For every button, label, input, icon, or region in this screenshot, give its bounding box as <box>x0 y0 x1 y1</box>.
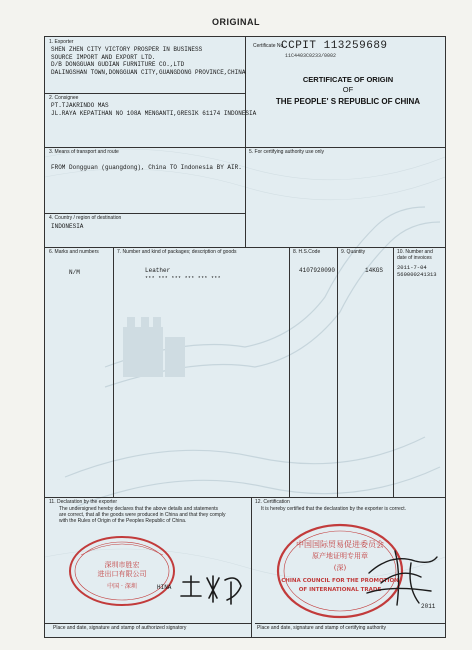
hs-code-label: 8. H.S.Code <box>293 249 321 255</box>
consignee-line: JL.RAYA KEPATIHAN NO 108A MENGANTI,GRESIK 61174 INDONESIA <box>51 109 257 117</box>
svg-text:(深): (深) <box>333 564 347 572</box>
goods-stars: *** *** *** *** *** *** <box>145 276 221 282</box>
title-line-1: CERTIFICATE OF ORIGIN <box>302 75 394 84</box>
rule-col-11-12 <box>251 497 252 637</box>
exporter-stamp-place: HINA <box>157 584 172 591</box>
destination-value: INDONESIA <box>51 223 84 230</box>
rule-col-6-7 <box>113 247 114 497</box>
consignee-value <box>51 102 256 117</box>
declaration-line: The undersigned hereby declares that the above details and statements <box>59 506 218 512</box>
rule-1-2 <box>45 93 245 94</box>
declaration-footer: Place and date, signature and stamp of authorized signatory <box>53 625 187 631</box>
certificate-form <box>44 36 446 638</box>
svg-text:中国国际贸易促进委员会: 中国国际贸易促进委员会 <box>296 540 384 549</box>
seal-text-bottom: OF INTERNATIONAL TRADE <box>298 587 382 593</box>
rule-goods-11 <box>45 497 445 498</box>
goods-description-value: Leather <box>145 267 171 274</box>
consignee-line: PT.TJAKRINDO MAS <box>51 102 109 109</box>
rule-3-4 <box>45 213 245 214</box>
quantity-label: 9. Quantity <box>341 249 366 255</box>
page-title: ORIGINAL <box>212 17 260 27</box>
certificate-number: CCPIT 113259689 <box>281 40 388 52</box>
marks-value: N/M <box>69 269 80 276</box>
svg-text:原产地证明专用章: 原产地证明专用章 <box>312 552 368 560</box>
invoice-label: 10. Number and date of invoices <box>397 249 433 261</box>
svg-text:深圳市胜宏: 深圳市胜宏 <box>104 561 140 569</box>
svg-text:进出口有限公司: 进出口有限公司 <box>97 570 147 578</box>
title-line-2: OF <box>342 85 354 94</box>
rule-col-7-8 <box>289 247 290 497</box>
invoice-number: 560000241313 <box>397 270 437 278</box>
exporter-company-stamp <box>67 533 177 609</box>
declaration-label: 11. Declaration by the exporter <box>49 499 118 505</box>
title-line-3: THE PEOPLE' S REPUBLIC OF CHINA <box>275 97 421 106</box>
marks-label: 6. Marks and numbers <box>49 249 99 255</box>
rule-col-9-10 <box>393 247 394 497</box>
certification-label: 12. Certification <box>255 499 290 505</box>
transport-route: FROM Dongguan (guangdong), China TO Indonesia BY AIR. <box>51 164 242 171</box>
rule-col-8-9 <box>337 247 338 497</box>
goods-description-label: 7. Number and kind of packages; description of goods <box>117 249 237 255</box>
transport-label: 3. Means of transport and route <box>49 149 119 155</box>
exporter-label: 1. Exporter <box>49 39 74 45</box>
destination-label: 4. Country / region of destination <box>49 215 122 221</box>
svg-text:中国 · 深圳: 中国 · 深圳 <box>107 583 137 590</box>
seal-text-top: CHINA COUNCIL FOR THE PROMOTION <box>281 578 399 584</box>
consignee-label: 2. Consignee <box>49 95 79 101</box>
signature-rule-11 <box>45 623 251 624</box>
exporter-line: SHEN ZHEN CITY VICTORY PROSPER IN BUSINESS <box>51 46 203 53</box>
signature-rule-12 <box>255 623 445 624</box>
declaration-text <box>59 507 249 524</box>
exporter-signature <box>177 572 247 608</box>
invoice-value <box>397 265 437 279</box>
exporter-line: DALINGSHAN TOWN,DONGGUAN CITY,GUANGDONG PROVINCE,CHINA <box>51 68 246 76</box>
certification-footer: Place and date, signature and stamp of certifying authority <box>257 625 386 631</box>
exporter-line: D/B DONGGUAN GUDIAN FURNITURE CO.,LTD <box>51 61 185 68</box>
hs-code-value: 4107920090 <box>299 267 336 274</box>
declaration-line: are correct, that all the goods were produced in China and that they comply <box>59 511 226 518</box>
certification-text: It is hereby certified that the declaration by the exporter is correct. <box>261 506 407 512</box>
certificate-no-label: Certificate No. <box>253 43 285 49</box>
quantity-value: 14KGS <box>365 267 384 274</box>
exporter-value <box>51 46 245 76</box>
rule-4-6 <box>45 247 445 248</box>
exporter-line: SOURCE IMPORT AND EXPORT LTD. <box>51 53 156 61</box>
certificate-sub-number: 11C4403C0233/0002 <box>285 53 337 59</box>
declaration-line: with the Rules of Origin of the Peoples Republic of China. <box>59 517 187 524</box>
certifier-stamp-place: 2011 <box>421 603 436 610</box>
authority-use-label: 5. For certifying authority use only <box>249 149 325 155</box>
invoice-date: 2011-7-04 <box>397 264 427 271</box>
